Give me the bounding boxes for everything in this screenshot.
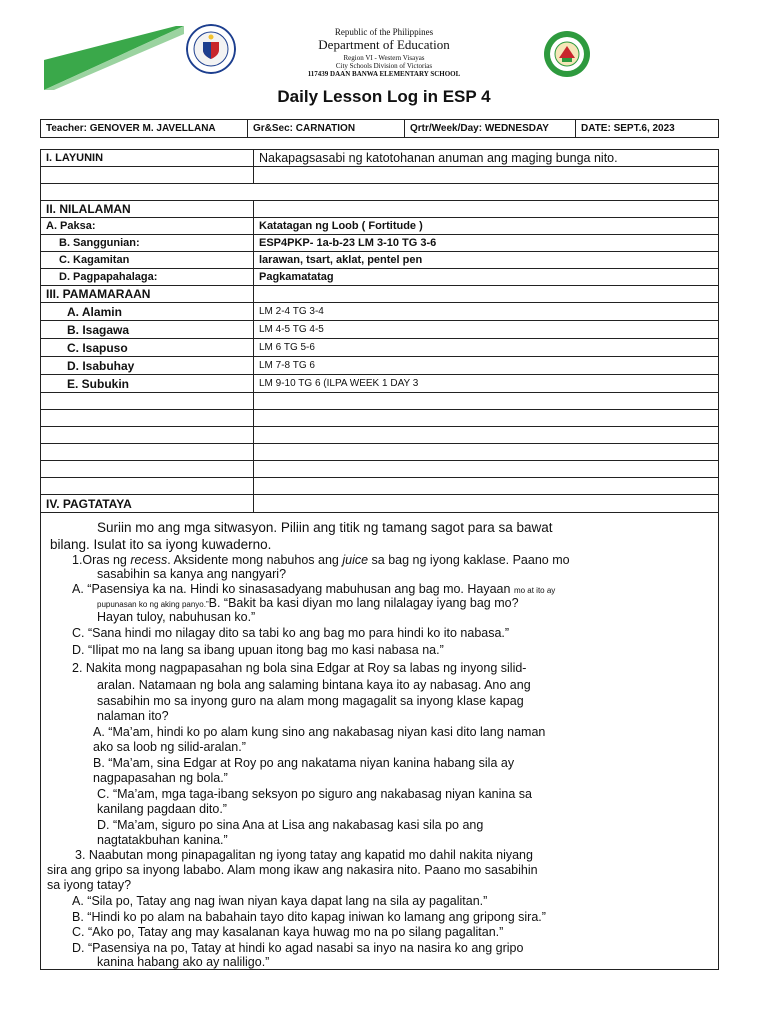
intro-line-1: Suriin mo ang mga sitwasyon. Piliin ang titik ng tamang sagot para sa bawat xyxy=(97,520,553,535)
table-row xyxy=(41,375,719,393)
info-table xyxy=(40,119,719,138)
table-row xyxy=(41,235,719,252)
pagpapahalaga-label: D. Pagpapahalaga: xyxy=(41,269,254,286)
question-2-choice-c: C. “Ma’am, mga taga-ibang seksyon po siguro ang nakabasag niyan kanina sa xyxy=(97,787,532,801)
nilalaman-label: II. NILALAMAN xyxy=(41,201,254,218)
header-school: 117439 DAAN BANWA ELEMENTARY SCHOOL xyxy=(307,70,461,78)
sanggunian-value: ESP4PKP- 1a-b-23 LM 3-10 TG 3-6 xyxy=(254,235,719,252)
header-department: Department of Education xyxy=(318,37,450,52)
table-row xyxy=(41,201,719,218)
table-row xyxy=(41,167,719,184)
question-3-line-1: 3. Naabutan mong pinapagalitan ng iyong tatay ang kapatid mo dahil nakita niyang xyxy=(75,848,533,862)
question-2-line-3: sasabihin mo sa inyong guro na alam mong magagalit sa inyong klase kapag xyxy=(97,694,524,708)
table-row xyxy=(41,218,719,235)
question-2-line-1: 2. Nakita mong nagpapasahan ng bola sina Edgar at Roy sa labas ng inyong silid- xyxy=(72,661,527,675)
question-3-line-3: sa iyong tatay? xyxy=(47,878,132,892)
header-division: City Schools Division of Victorias xyxy=(335,62,433,70)
table-row xyxy=(41,339,719,357)
step-value: LM 4-5 TG 4-5 xyxy=(254,321,719,339)
step-value: LM 7-8 TG 6 xyxy=(254,357,719,375)
header-republic: Republic of the Philippines xyxy=(334,27,434,37)
step-label: B. Isagawa xyxy=(41,321,254,339)
pagpapahalaga-value: Pagkamatatag xyxy=(254,269,719,286)
quarter-week-day-cell: Qrtr/Week/Day: WEDNESDAY xyxy=(405,120,576,138)
sanggunian-label: B. Sanggunian: xyxy=(41,235,254,252)
question-2-line-2: aralan. Natamaan ng bola ang salaming bintana kaya ito ay nabasag. Ano ang xyxy=(97,678,531,692)
paksa-value: Katatagan ng Loob ( Fortitude ) xyxy=(254,218,719,235)
question-3-choice-b: B. “Hindi ko po alam na babahain tayo dito kapag iniwan ko lamang ang gripong sira.” xyxy=(72,910,546,924)
kagamitan-label: C. Kagamitan xyxy=(41,252,254,269)
table-row xyxy=(41,269,719,286)
question-1-line-1: 1.Oras ng recess. Aksidente mong nabuhos ang juice sa bag ng iyong kaklase. Paano mo xyxy=(72,553,570,567)
table-row xyxy=(41,393,719,410)
pagtataya-label: IV. PAGTATAYA xyxy=(41,495,254,513)
layunin-text: Nakapagsasabi ng katotohanan anuman ang maging bunga nito. xyxy=(254,150,719,167)
table-row xyxy=(41,427,719,444)
table-row xyxy=(41,252,719,269)
table-row xyxy=(41,461,719,478)
question-1-choice-a: A. “Pasensiya ka na. Hindi ko sinasasadyang mabuhusan ang bag mo. Hayaan mo at ito ay xyxy=(72,582,556,596)
question-3-line-2: sira ang gripo sa inyong lababo. Alam mong ikaw ang nakasira nito. Paano mo sasabihin xyxy=(47,863,538,877)
date-cell: DATE: SEPT.6, 2023 xyxy=(576,120,719,138)
teacher-cell: Teacher: GENOVER M. JAVELLANA xyxy=(41,120,248,138)
header-region: Region VI - Western Visayas xyxy=(343,54,425,62)
question-3-choice-a: A. “Sila po, Tatay ang nag iwan niyan kaya dapat lang na sila ay pagalitan.” xyxy=(72,894,488,908)
table-row xyxy=(41,410,719,427)
question-2-choice-d: D. “Ma’am, siguro po sina Ana at Lisa ang nakabasag kasi sila po ang xyxy=(97,818,484,832)
pamamaraan-label: III. PAMAMARAAN xyxy=(41,286,254,303)
question-3-choice-c: C. “Ako po, Tatay ang may kasalanan kaya huwag mo na po silang pagalitan.” xyxy=(72,925,504,939)
question-2-choice-b-cont: nagpapasahan ng bola.” xyxy=(93,771,228,785)
table-row xyxy=(41,444,719,461)
step-value: LM 6 TG 5-6 xyxy=(254,339,719,357)
step-label: A. Alamin xyxy=(41,303,254,321)
paksa-label: A. Paksa: xyxy=(41,218,254,235)
table-row xyxy=(41,357,719,375)
step-label: C. Isapuso xyxy=(41,339,254,357)
question-1-choice-c: C. “Sana hindi mo nilagay dito sa tabi ko ang bag mo para hindi ko ito nabasa.” xyxy=(72,626,510,640)
question-3-choice-d-cont: kanina habang ako ay naliligo.” xyxy=(97,955,270,969)
table-row xyxy=(41,321,719,339)
layunin-label: I. LAYUNIN xyxy=(41,150,254,167)
step-label: D. Isabuhay xyxy=(41,357,254,375)
step-label: E. Subukin xyxy=(41,375,254,393)
table-row xyxy=(41,303,719,321)
page-title: Daily Lesson Log in ESP 4 xyxy=(277,87,491,106)
question-2-choice-c-cont: kanilang pagdaan dito.” xyxy=(97,802,227,816)
question-2-choice-a-cont: ako sa loob ng silid-aralan.” xyxy=(93,740,246,754)
question-1-choice-d: D. “Ilipat mo na lang sa ibang upuan itong bag mo kasi nabasa na.” xyxy=(72,643,444,657)
question-3-choice-d: D. “Pasensiya na po, Tatay at hindi ko agad nasabi sa inyo na nasira ko ang gripo xyxy=(72,941,524,955)
step-value: LM 9-10 TG 6 (ILPA WEEK 1 DAY 3 xyxy=(254,375,719,393)
kagamitan-value: larawan, tsart, aklat, pentel pen xyxy=(254,252,719,269)
table-row xyxy=(41,150,719,167)
question-1-line-2: sasabihin sa kanya ang nangyari? xyxy=(97,567,287,581)
table-row xyxy=(41,478,719,495)
question-2-choice-b: B. “Ma’am, sina Edgar at Roy po ang nakatama niyan kanina habang sila ay xyxy=(93,756,515,770)
grade-section-cell: Gr&Sec: CARNATION xyxy=(248,120,405,138)
intro-line-2: bilang. Isulat ito sa iyong kuwaderno. xyxy=(50,537,272,552)
question-2-line-4: nalaman ito? xyxy=(97,709,169,723)
question-1-choice-b-cont: Hayan tuloy, nabuhusan ko.” xyxy=(97,610,256,624)
question-2-choice-d-cont: nagtatakbuhan kanina.” xyxy=(97,833,228,847)
table-row xyxy=(41,184,719,201)
step-value: LM 2-4 TG 3-4 xyxy=(254,303,719,321)
question-1-choice-a-b: pupunasan ko ng aking panyo.”B. “Bakit ba kasi diyan mo lang nilalagay iyang bag mo? xyxy=(97,596,519,610)
table-row xyxy=(41,286,719,303)
lesson-table xyxy=(40,149,719,513)
question-2-choice-a: A. “Ma’am, hindi ko po alam kung sino ang nakabasag niyan kasi dito lang naman xyxy=(93,725,546,739)
